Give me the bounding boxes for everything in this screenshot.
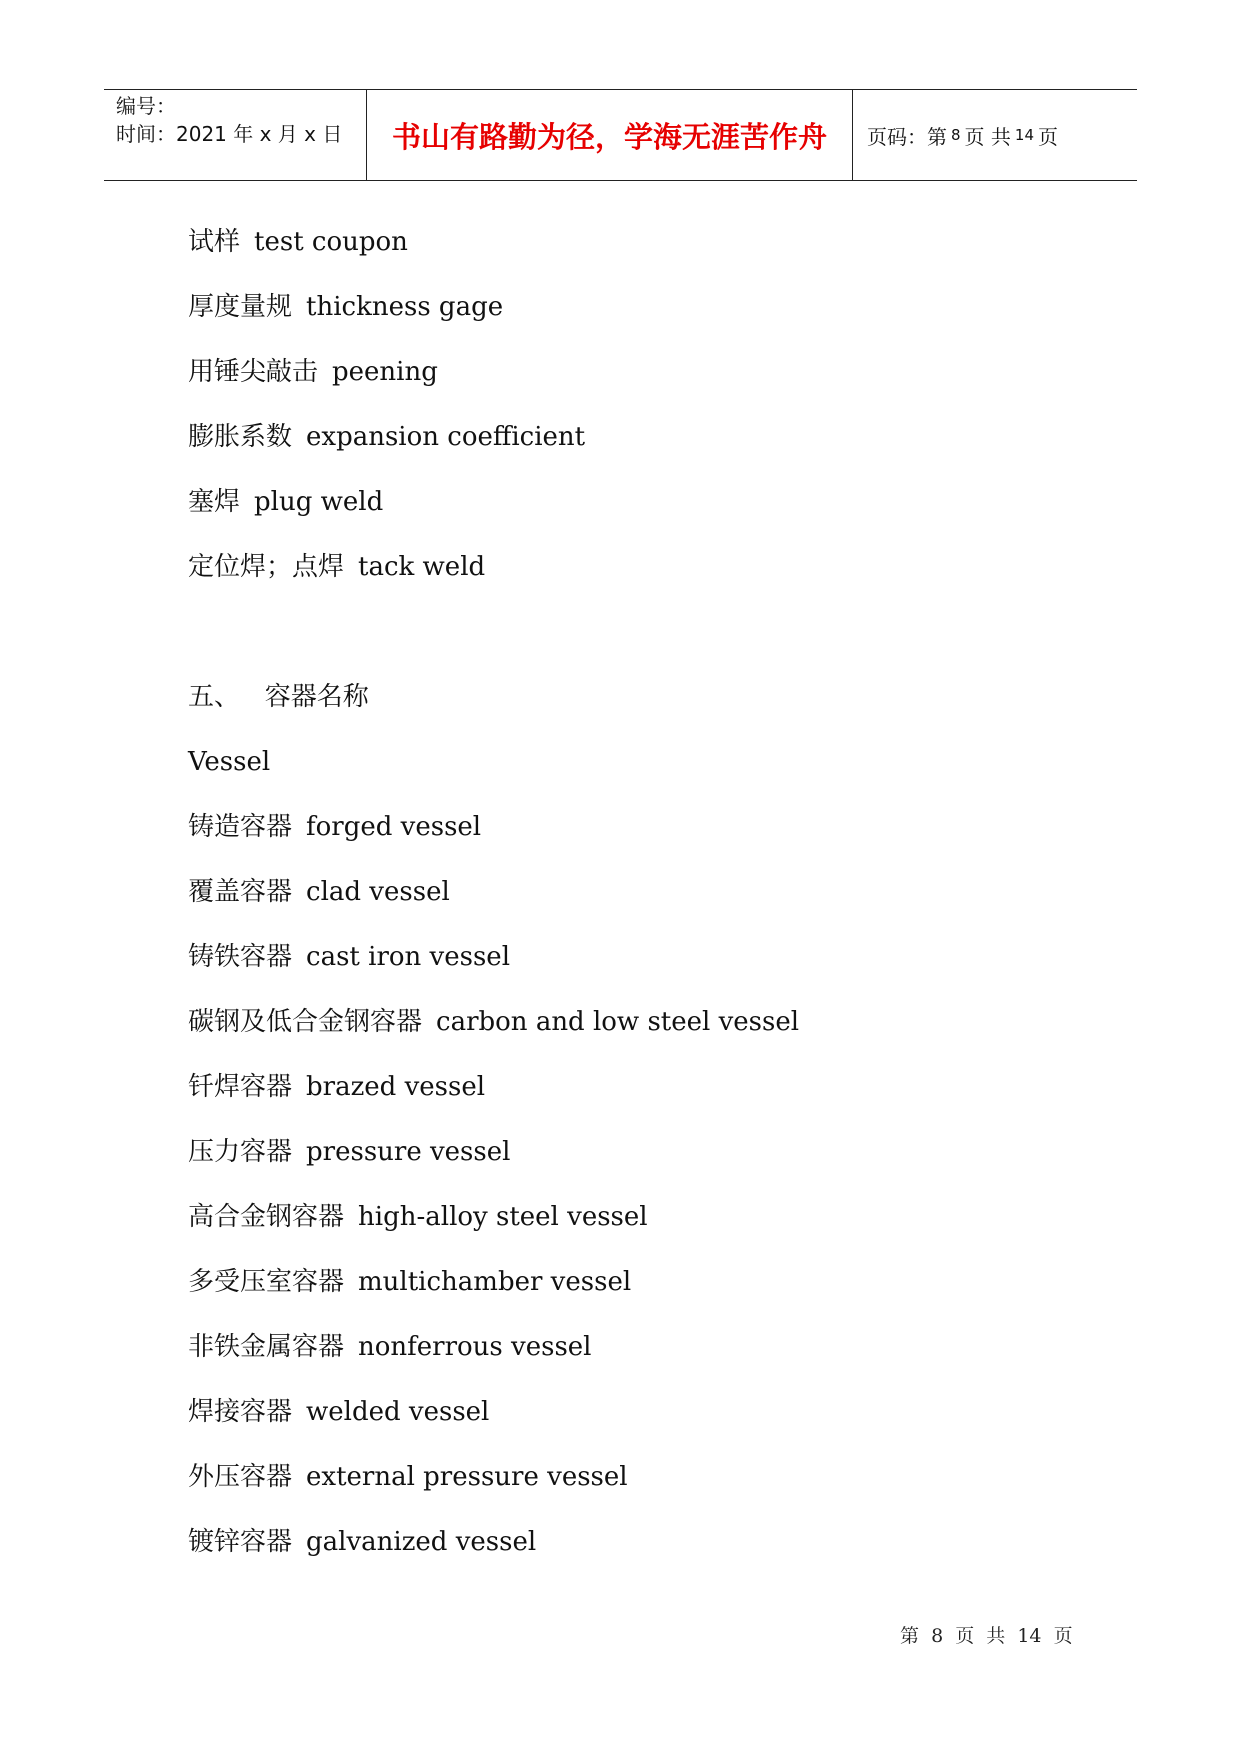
glossary-entry	[188, 352, 1088, 417]
term-chinese: 铸造容器	[188, 812, 293, 842]
footer-ye: 页	[955, 1625, 975, 1647]
term-english: tack weld	[358, 552, 486, 582]
glossary-entry	[188, 1457, 1088, 1522]
term-chinese: 试样	[188, 227, 241, 257]
page-label: 页码：第	[867, 124, 947, 149]
term-english: plug weld	[254, 487, 384, 517]
section-subheading: Vessel	[188, 747, 271, 777]
term-english: multichamber vessel	[358, 1267, 632, 1297]
term-chinese: 外压容器	[188, 1462, 293, 1492]
header-meta	[104, 90, 366, 180]
glossary-entry	[188, 482, 1088, 547]
term-chinese: 钎焊容器	[188, 1072, 293, 1102]
glossary-entry	[188, 1132, 1088, 1197]
glossary-entry	[188, 222, 1088, 287]
term-english: pressure vessel	[306, 1137, 511, 1167]
term-chinese: 塞焊	[188, 487, 241, 517]
footer-di: 第	[900, 1625, 920, 1647]
term-chinese: 厚度量规	[188, 292, 293, 322]
term-chinese: 多受压室容器	[188, 1267, 345, 1297]
page-footer	[900, 1621, 1079, 1648]
glossary-entry	[188, 287, 1088, 352]
term-english: forged vessel	[306, 812, 482, 842]
glossary-entry	[188, 872, 1088, 937]
term-english: expansion coefficient	[306, 422, 586, 452]
term-english: welded vessel	[306, 1397, 490, 1427]
glossary-entry	[188, 547, 1088, 612]
glossary-entry	[188, 1002, 1088, 1067]
page-number: 8	[951, 126, 961, 144]
term-english: galvanized vessel	[306, 1527, 537, 1557]
term-chinese: 镀锌容器	[188, 1527, 293, 1557]
term-english: carbon and low steel vessel	[436, 1007, 800, 1037]
glossary-entry	[188, 1067, 1088, 1132]
page-header	[104, 89, 1137, 181]
term-english: nonferrous vessel	[358, 1332, 592, 1362]
footer-ye2: 页	[1053, 1625, 1073, 1647]
glossary-list-a	[188, 222, 1088, 612]
term-chinese: 用锤尖敲击	[188, 357, 319, 387]
footer-gong: 共	[986, 1625, 1006, 1647]
glossary-entry	[188, 1262, 1088, 1327]
glossary-entry	[188, 417, 1088, 482]
term-chinese: 膨胀系数	[188, 422, 293, 452]
term-english: peening	[332, 357, 438, 387]
page-total: 14	[1014, 126, 1034, 144]
page-mid: 页 共	[964, 124, 1011, 149]
header-page-info	[853, 90, 1137, 180]
glossary-entry	[188, 1197, 1088, 1262]
glossary-entry	[188, 807, 1088, 872]
section-heading: 五、 容器名称	[188, 682, 369, 712]
glossary-entry	[188, 1327, 1088, 1392]
header-motto: 书山有路勤为径，学海无涯苦作舟	[366, 90, 853, 180]
glossary-entry	[188, 1392, 1088, 1457]
spacer	[188, 612, 1088, 677]
page-end: 页	[1038, 124, 1058, 149]
term-chinese: 非铁金属容器	[188, 1332, 345, 1362]
footer-page: 8	[931, 1625, 944, 1647]
term-english: external pressure vessel	[306, 1462, 628, 1492]
term-chinese: 铸铁容器	[188, 942, 293, 972]
term-chinese: 覆盖容器	[188, 877, 293, 907]
footer-total: 14	[1017, 1625, 1042, 1647]
serial-label: 编号：	[116, 94, 176, 118]
time-label: 时间：2021 年 x 月 x 日	[116, 122, 343, 146]
glossary-list-b	[188, 807, 1088, 1587]
term-english: high-alloy steel vessel	[358, 1202, 648, 1232]
term-english: thickness gage	[306, 292, 504, 322]
term-english: cast iron vessel	[306, 942, 511, 972]
term-english: brazed vessel	[306, 1072, 486, 1102]
term-chinese: 高合金钢容器	[188, 1202, 345, 1232]
glossary-content	[188, 222, 1088, 1587]
glossary-entry	[188, 937, 1088, 1002]
term-english: test coupon	[254, 227, 408, 257]
term-chinese: 定位焊；点焊	[188, 552, 345, 582]
glossary-entry	[188, 1522, 1088, 1587]
term-english: clad vessel	[306, 877, 450, 907]
term-chinese: 焊接容器	[188, 1397, 293, 1427]
term-chinese: 压力容器	[188, 1137, 293, 1167]
term-chinese: 碳钢及低合金钢容器	[188, 1007, 423, 1037]
